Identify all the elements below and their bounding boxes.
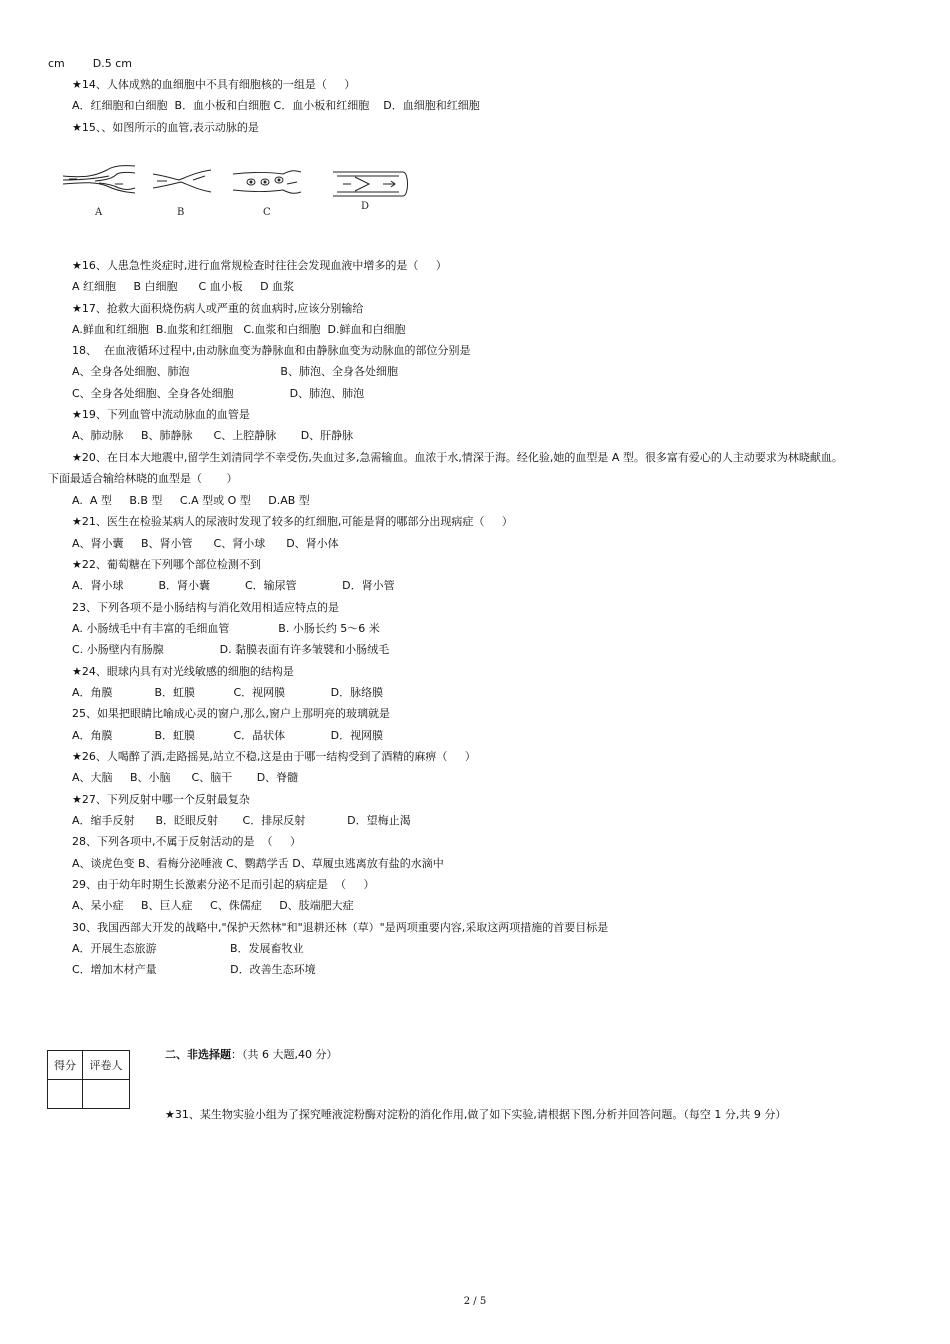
question-30: 30、我国西部大开发的战略中,"保护天然林"和"退耕还林（草）"是两项重要内容,采取这两项措施的首要目标是 [72,921,609,934]
figure-label-c: C [263,207,271,218]
vessel-b [153,170,211,192]
options-17: A.鲜血和红细胞 B.血浆和红细胞 C.血浆和白细胞 D.鲜血和白细胞 [72,323,406,336]
text-line: cm D.5 cm [48,57,132,70]
grader-cell[interactable] [83,1080,130,1109]
grader-header: 评卷人 [83,1051,130,1080]
options-18-cd: C、全身各处细胞、全身各处细胞 D、肺泡、肺泡 [72,387,365,400]
options-29: A、呆小症 B、巨人症 C、侏儒症 D、肢端肥大症 [72,899,354,912]
score-table [47,1050,130,1109]
vessel-c [233,171,301,194]
question-23: 23、下列各项不是小肠结构与消化效用相适应特点的是 [72,601,339,614]
question-21: ★21、医生在检验某病人的尿液时发现了较多的红细胞,可能是肾的哪部分出现病症（ ） [72,515,513,528]
question-20: ★20、在日本大地震中,留学生刘清同学不幸受伤,失血过多,急需输血。血浓于水,情深于海。经化验,她的血型是 A 型。很多富有爱心的人主动要求为林晓献血。 [72,451,843,464]
question-22: ★22、葡萄糖在下列哪个部位检测不到 [72,558,261,571]
score-cell[interactable] [48,1080,83,1109]
question-26: ★26、人喝醉了酒,走路摇晃,站立不稳,这是由于哪一结构受到了酒精的麻痹（ ） [72,750,476,763]
score-header: 得分 [48,1051,83,1080]
section-2-note: ：（共 6 大题,40 分） [231,1048,338,1061]
figure-label-b: B [177,207,185,218]
question-24: ★24、眼球内具有对光线敏感的细胞的结构是 [72,665,294,678]
vessel-a [63,166,135,193]
question-28: 28、下列各项中,不属于反射活动的是 （ ） [72,835,301,848]
section-2-title: 二、非选择题 [165,1048,231,1061]
options-23-ab: A. 小肠绒毛中有丰富的毛细血管 B. 小肠长约 5～6 米 [72,622,380,635]
options-14: A．红细胞和白细胞 B．血小板和白细胞 C．血小板和红细胞 D．血细胞和红细胞 [72,99,480,112]
options-30-ab: A．开展生态旅游 B．发展畜牧业 [72,942,304,955]
figure-label-a: A [95,207,103,218]
options-20: A. A 型 B.B 型 C.A 型或 O 型 D.AB 型 [72,494,310,507]
options-22: A．肾小球 B．肾小囊 C．输尿管 D．肾小管 [72,579,395,592]
question-20-cont: 下面最适合输给林晓的血型是（ ） [48,472,238,485]
question-15: ★15、、如图所示的血管,表示动脉的是 [72,121,259,134]
options-16: A 红细胞 B 白细胞 C 血小板 D 血浆 [72,280,295,293]
question-14: ★14、人体成熟的血细胞中不具有细胞核的一组是（ ） [72,78,356,91]
options-25: A．角膜 B．虹膜 C．晶状体 D．视网膜 [72,729,384,742]
options-27: A．缩手反射 B．眨眼反射 C．排尿反射 D．望梅止渴 [72,814,411,827]
blood-vessel-figure [55,160,425,222]
figure-label-d: D [361,201,370,212]
options-26: A、大脑 B、小脑 C、脑干 D、脊髓 [72,771,299,784]
options-21: A、肾小囊 B、肾小管 C、肾小球 D、肾小体 [72,537,339,550]
question-31: ★31、某生物实验小组为了探究唾液淀粉酶对淀粉的消化作用,做了如下实验,请根据下图,分析并回答问题。（每空 1 分,共 9 分） [165,1108,787,1121]
question-18: 18、 在血液循环过程中,由动脉血变为静脉血和由静脉血变为动脉血的部位分别是 [72,344,471,357]
question-17: ★17、抢救大面积烧伤病人或严重的贫血病时,应该分别输给 [72,302,364,315]
page-number: 2 / 5 [463,1296,487,1307]
vessel-d [333,172,408,196]
section-2-heading [165,1048,337,1062]
options-19: A、肺动脉 B、肺静脉 C、上腔静脉 D、肝静脉 [72,429,354,442]
question-29: 29、由于幼年时期生长激素分泌不足而引起的病症是 （ ） [72,878,375,891]
options-30-cd: C．增加木材产量 D．改善生态环境 [72,963,316,976]
options-28: A、谈虎色变 B、看梅分泌唾液 C、鹦鹉学舌 D、草履虫逃离放有盐的水滴中 [72,857,444,870]
question-25: 25、如果把眼睛比喻成心灵的窗户,那么,窗户上那明亮的玻璃就是 [72,707,390,720]
question-27: ★27、下列反射中哪一个反射最复杂 [72,793,250,806]
question-19: ★19、下列血管中流动脉血的血管是 [72,408,250,421]
options-23-cd: C. 小肠壁内有肠腺 D. 黏膜表面有许多皱襞和小肠绒毛 [72,643,390,656]
question-16: ★16、人患急性炎症时,进行血常规检查时往往会发现血液中增多的是（ ） [72,259,447,272]
options-18-ab: A、全身各处细胞、肺泡 B、肺泡、全身各处细胞 [72,365,398,378]
options-24: A．角膜 B．虹膜 C．视网膜 D．脉络膜 [72,686,384,699]
